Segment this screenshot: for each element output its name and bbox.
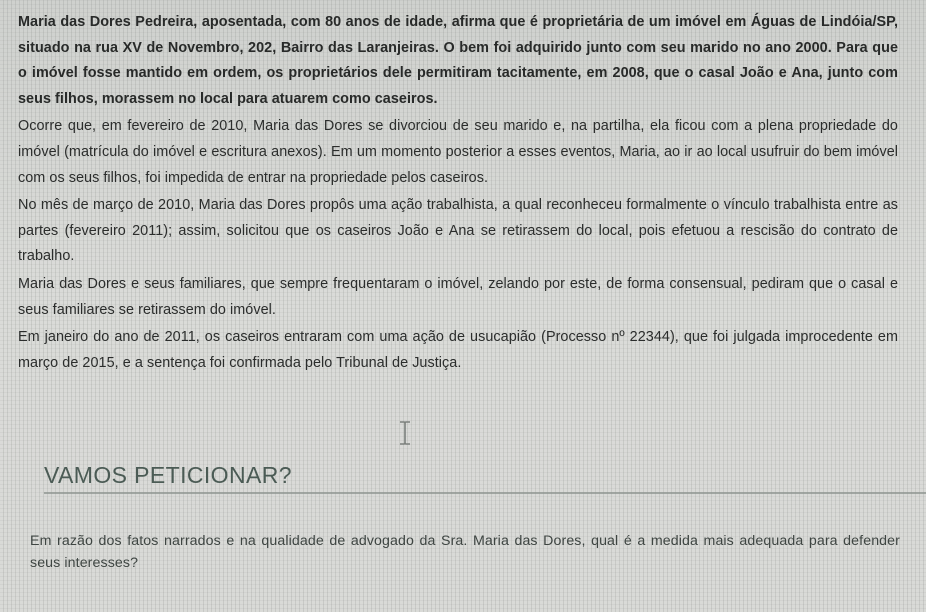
text-cursor-icon	[398, 421, 412, 445]
section-header	[44, 461, 914, 489]
question-block	[30, 530, 900, 574]
question-text: Em razão dos fatos narrados e na qualidade de advogado da Sra. Maria das Dores, qual é a medida mais adequada para defender seus interesses?	[30, 533, 900, 571]
paragraph-1: Maria das Dores Pedreira, aposentada, com 80 anos de idade, afirma que é proprietária de um imóvel em Águas de Lindóia/SP, situado na rua XV de Novembro, 202, Bairro das Laranjeiras. O bem foi adquirido junto com seu marido no ano 2000. Para que o imóvel fosse mantido em ordem, os proprietários dele permitiram tacitamente, em 2008, que o casal João e Ana, junto com seus filhos, morassem no local para atuarem como caseiros.	[18, 14, 898, 107]
case-narrative	[18, 10, 898, 376]
section-title: VAMOS PETICIONAR?	[44, 462, 292, 488]
paragraph-4: Maria das Dores e seus familiares, que sempre frequentaram o imóvel, zelando por este, de forma consensual, pediram que o casal e seus familiares se retirassem do imóvel.	[18, 275, 898, 318]
paragraph-5: Em janeiro do ano de 2011, os caseiros entraram com uma ação de usucapião (Processo nº 22344), que foi julgada improcedente em março de 2015, e a sentença foi confirmada pelo Tribunal de Justiça.	[18, 329, 898, 371]
paragraph-3: No mês de março de 2010, Maria das Dores propôs uma ação trabalhista, a qual reconheceu formalmente o vínculo trabalhista entre as partes (fevereiro 2011); assim, solicitou que os caseiros João e Ana se retirassem do local, pois efetuou a rescisão do contrato de trabalho.	[18, 197, 898, 265]
section-divider	[44, 492, 926, 494]
paragraph-2: Ocorre que, em fevereiro de 2010, Maria das Dores se divorciou de seu marido e, na partilha, ela ficou com a plena propriedade do imóvel (matrícula do imóvel e escritura anexos). Em um momento posterior a esses eventos, Maria, ao ir ao local usufruir do bem imóvel com os seus filhos, foi impedida de entrar na propriedade pelos caseiros.	[18, 118, 898, 186]
